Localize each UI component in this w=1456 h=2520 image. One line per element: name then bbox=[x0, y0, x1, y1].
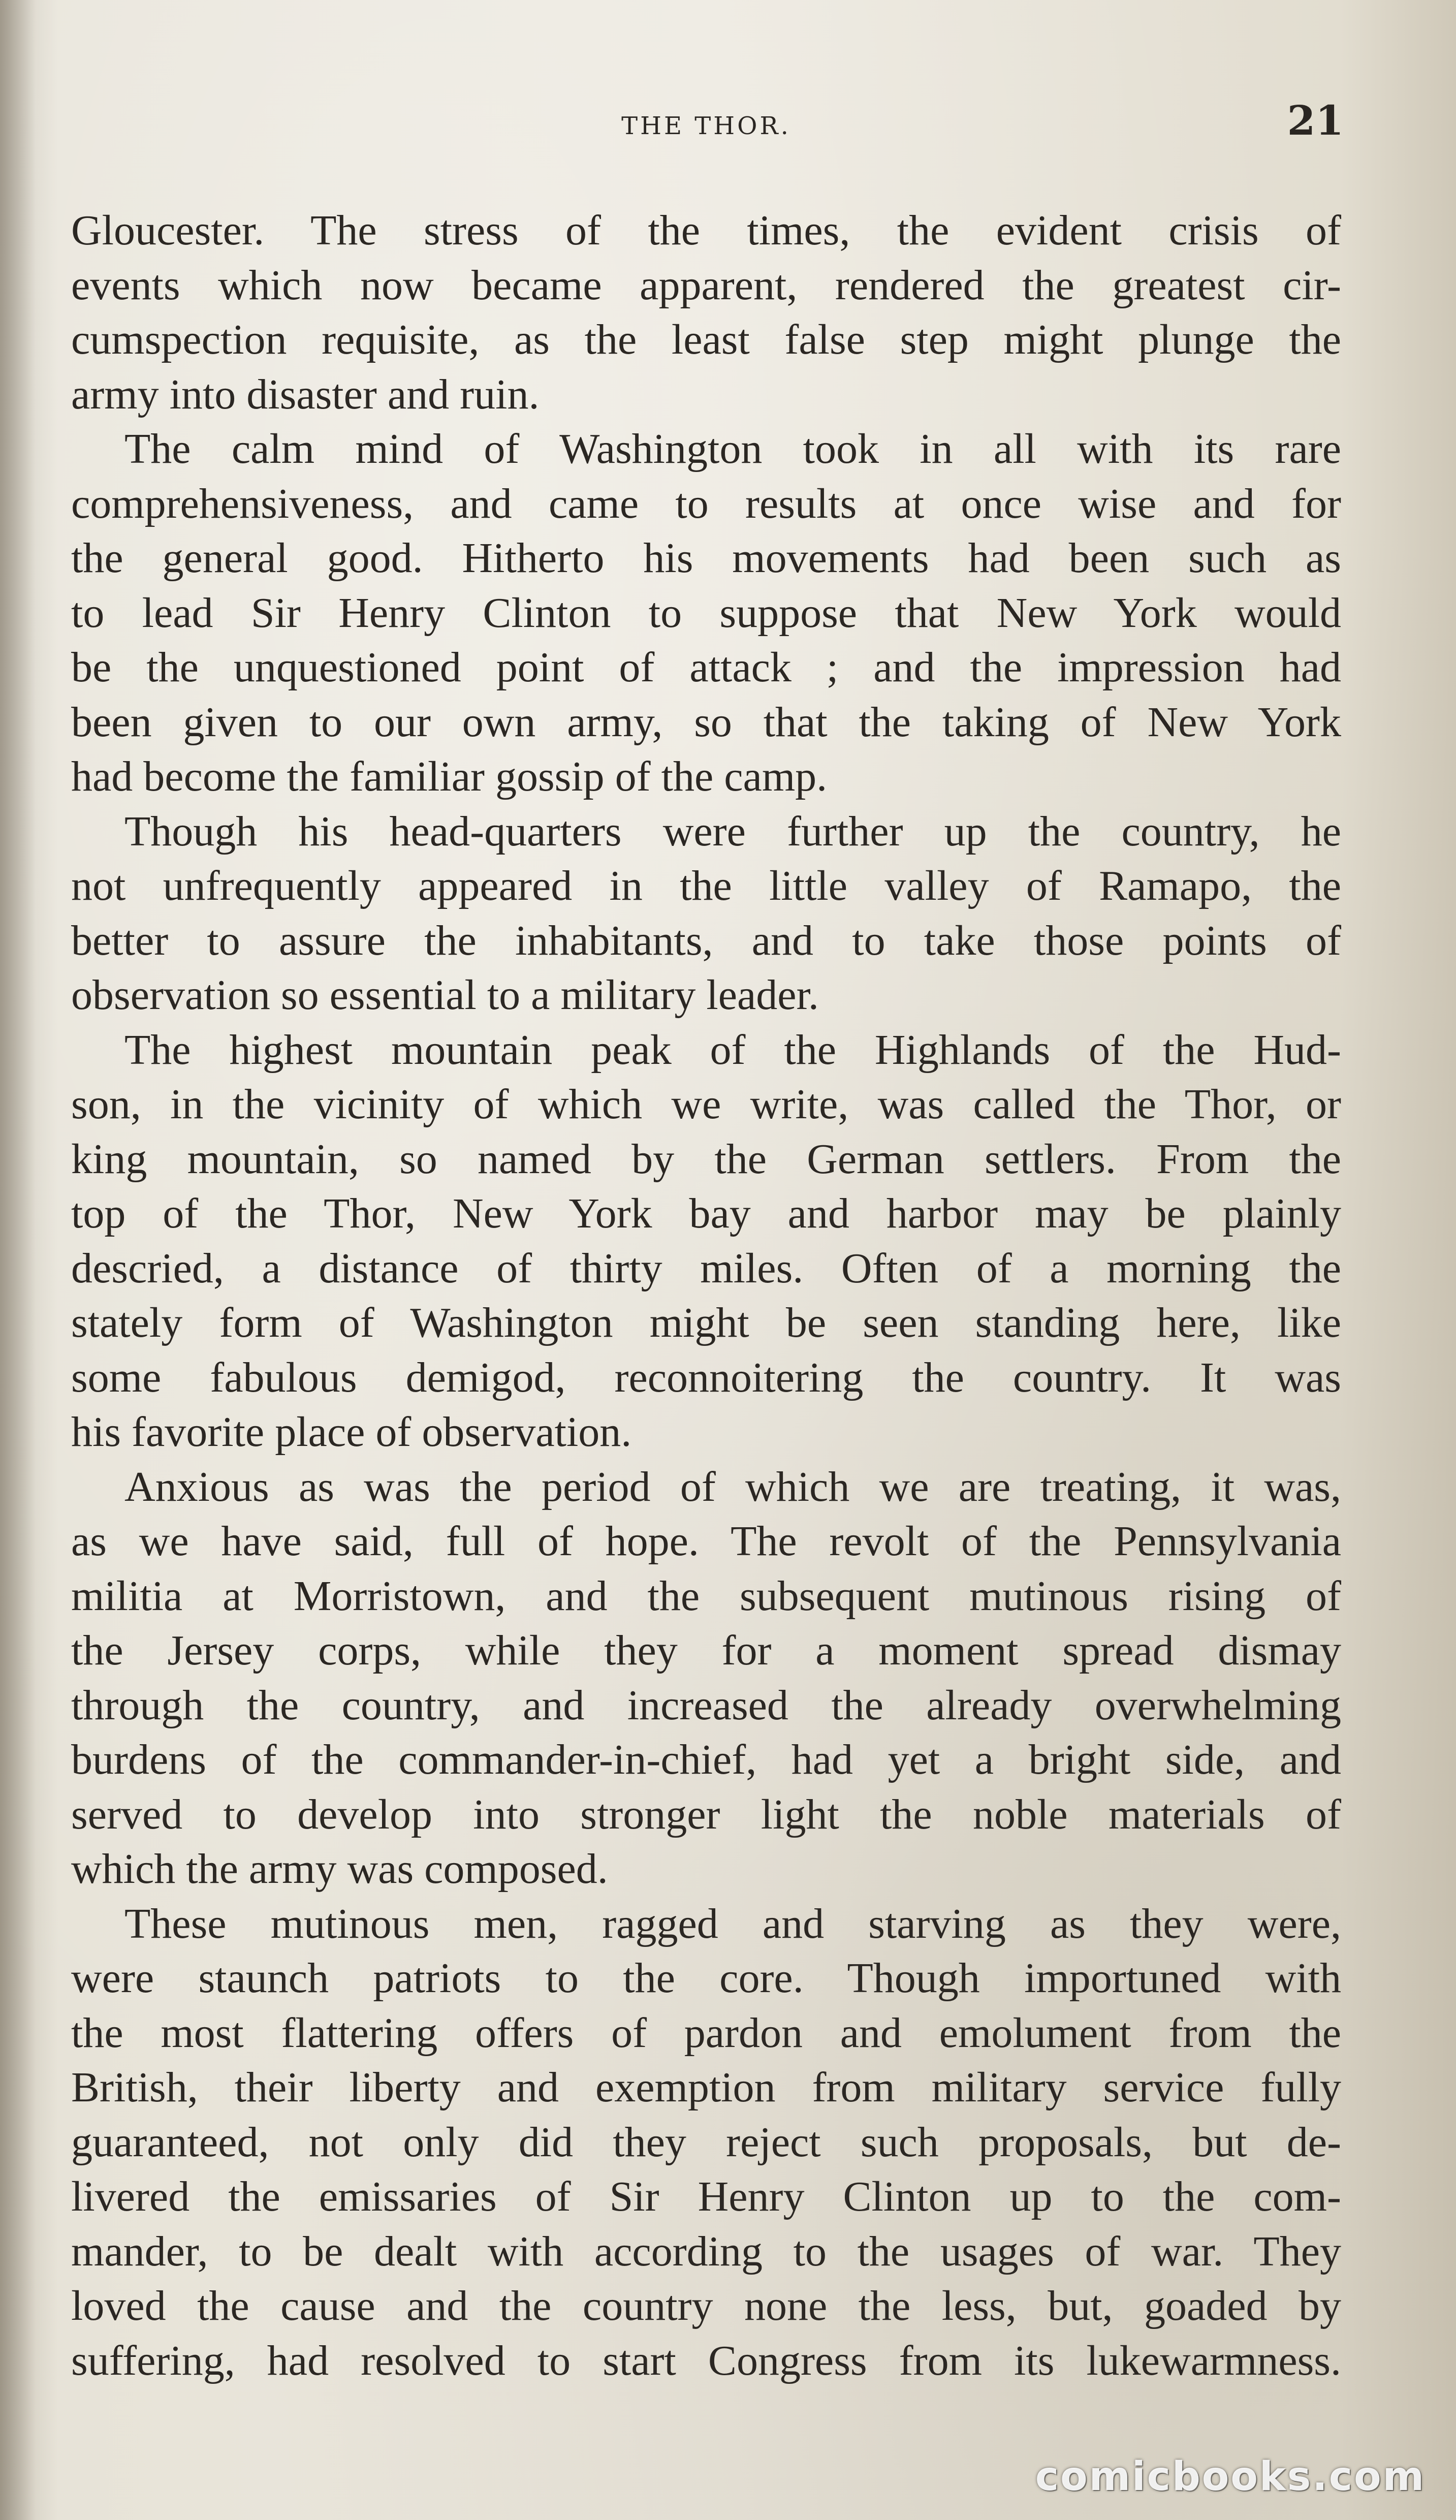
text-line: the general good. Hitherto his movements had been such as bbox=[71, 534, 1341, 582]
text-line: be the unquestioned point of attack ; and the impression had bbox=[71, 644, 1341, 691]
text-line: observation so essential to a military leader. bbox=[71, 971, 819, 1019]
text-line: were staunch patriots to the core. Though importuned with bbox=[71, 1955, 1341, 2002]
page-header bbox=[71, 97, 1344, 158]
text-line: The calm mind of Washington took in all with its rare bbox=[124, 425, 1341, 472]
text-line: to lead Sir Henry Clinton to suppose that New York would bbox=[71, 589, 1341, 637]
text-line: These mutinous men, ragged and starving as they were, bbox=[124, 1900, 1341, 1947]
text-line: been given to our own army, so that the taking of New York bbox=[71, 698, 1341, 746]
body-text bbox=[71, 203, 1341, 2388]
text-line: son, in the vicinity of which we write, was called the Thor, or bbox=[71, 1081, 1341, 1128]
text-line: the most flattering offers of pardon and emolument from the bbox=[71, 2009, 1341, 2057]
text-line: burdens of the commander-in-chief, had yet a bright side, and bbox=[71, 1736, 1341, 1783]
text-line: not unfrequently appeared in the little valley of Ramapo, the bbox=[71, 862, 1341, 909]
text-line: which the army was composed. bbox=[71, 1845, 608, 1893]
text-line: Anxious as was the period of which we are treating, it was, bbox=[124, 1463, 1341, 1510]
text-line: The highest mountain peak of the Highlands of the Hud- bbox=[124, 1026, 1341, 1074]
text-line: better to assure the inhabitants, and to take those points of bbox=[71, 917, 1341, 964]
text-line: army into disaster and ruin. bbox=[71, 370, 540, 418]
text-line: his favorite place of observation. bbox=[71, 1408, 632, 1456]
text-line: had become the familiar gossip of the camp. bbox=[71, 753, 828, 800]
text-line: through the country, and increased the already overwhelming bbox=[71, 1681, 1341, 1729]
text-line: militia at Morristown, and the subsequent mutinous rising of bbox=[71, 1572, 1341, 1620]
text-line: livered the emissaries of Sir Henry Clinton up to the com- bbox=[71, 2173, 1341, 2220]
text-line: British, their liberty and exemption from military service fully bbox=[71, 2064, 1341, 2111]
text-line: loved the cause and the country none the less, but, goaded by bbox=[71, 2282, 1341, 2329]
running-head: THE THOR. bbox=[621, 112, 791, 140]
text-line: guaranteed, not only did they reject such proposals, but de- bbox=[71, 2118, 1341, 2166]
text-line: mander, to be dealt with according to the usages of war. They bbox=[71, 2227, 1341, 2275]
text-line: top of the Thor, New York bay and harbor may be plainly bbox=[71, 1190, 1341, 1237]
text-line: served to develop into stronger light the noble materials of bbox=[71, 1790, 1341, 1838]
spine-shadow bbox=[0, 0, 36, 2520]
text-line: as we have said, full of hope. The revolt of the Pennsylvania bbox=[71, 1518, 1341, 1565]
text-line: stately form of Washington might be seen standing here, like bbox=[71, 1299, 1341, 1346]
text-line: comprehensiveness, and came to results at once wise and for bbox=[71, 480, 1341, 527]
text-line: Though his head-quarters were further up the country, he bbox=[124, 807, 1341, 855]
text-line: cumspection requisite, as the least false step might plunge the bbox=[71, 316, 1341, 363]
text-line: descried, a distance of thirty miles. Often of a morning the bbox=[71, 1244, 1341, 1292]
watermark: comicbooks.com bbox=[1035, 2454, 1426, 2500]
text-line: the Jersey corps, while they for a moment spread dismay bbox=[71, 1627, 1341, 1674]
text-line: some fabulous demigod, reconnoitering the country. It was bbox=[71, 1353, 1341, 1401]
text-line: suffering, had resolved to start Congress from its lukewarmness. bbox=[71, 2337, 1341, 2384]
text-line: Gloucester. The stress of the times, the evident crisis of bbox=[71, 207, 1341, 254]
page-number: 21 bbox=[1287, 97, 1344, 144]
text-line: king mountain, so named by the German settlers. From the bbox=[71, 1135, 1341, 1183]
text-line: events which now became apparent, rendered the greatest cir- bbox=[71, 261, 1341, 309]
